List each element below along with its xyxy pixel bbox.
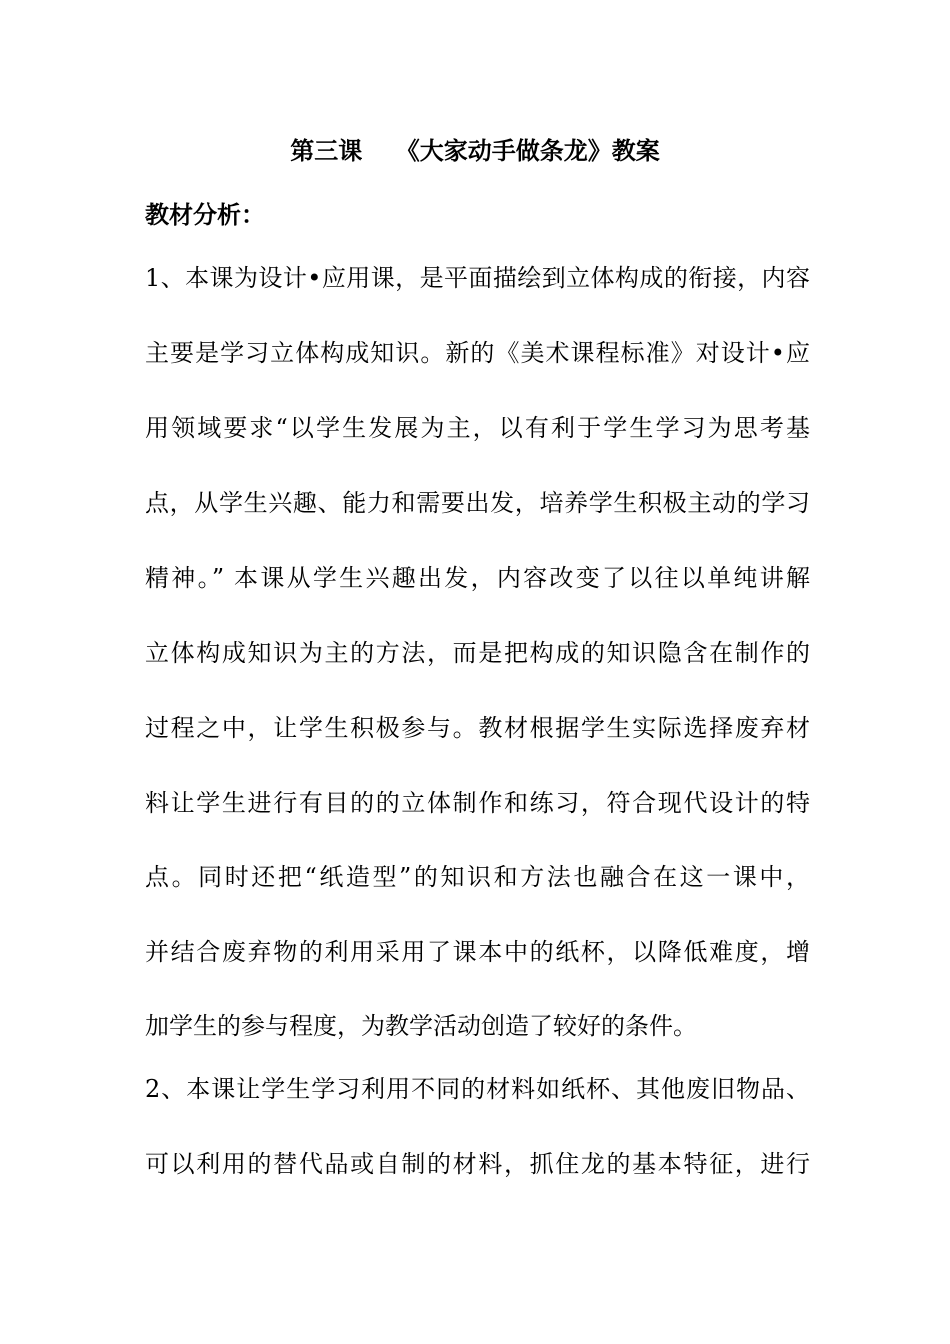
section-heading: 教材分析： xyxy=(145,200,265,229)
paragraph-line: 料让学生进行有目的的立体制作和练习，符合现代设计的特 xyxy=(145,789,810,817)
paragraph-line: 过程之中，让学生积极参与。教材根据学生实际选择废弃材 xyxy=(145,714,810,742)
paragraph-line: 1、本课为设计•应用课，是平面描绘到立体构成的衔接，内容 xyxy=(145,264,810,292)
paragraph-line: 点。同时还把“纸造型”的知识和方法也融合在这一课中， xyxy=(145,863,810,891)
paragraph-line: 并结合废弃物的利用采用了课本中的纸杯，以降低难度，增 xyxy=(145,938,810,966)
paragraph-line: 可以利用的替代品或自制的材料，抓住龙的基本特征，进行 xyxy=(145,1150,810,1178)
paragraph-line: 用领域要求“以学生发展为主，以有利于学生学习为思考基 xyxy=(145,414,810,442)
paragraph-line: 2、本课让学生学习利用不同的材料如纸杯、其他废旧物品、 xyxy=(145,1075,810,1103)
paragraph-line: 立体构成知识为主的方法，而是把构成的知识隐含在制作的 xyxy=(145,639,810,667)
document-title: 第三课 《大家动手做条龙》教案 xyxy=(290,136,660,165)
paragraph-line: 加学生的参与程度，为教学活动创造了较好的条件。 xyxy=(145,1012,697,1040)
paragraph-line: 精神。” 本课从学生兴趣出发，内容改变了以往以单纯讲解 xyxy=(145,564,810,592)
paragraph-line: 主要是学习立体构成知识。新的《美术课程标准》对设计•应 xyxy=(145,339,810,367)
paragraph-line: 点，从学生兴趣、能力和需要出发，培养学生积极主动的学习 xyxy=(145,489,810,517)
